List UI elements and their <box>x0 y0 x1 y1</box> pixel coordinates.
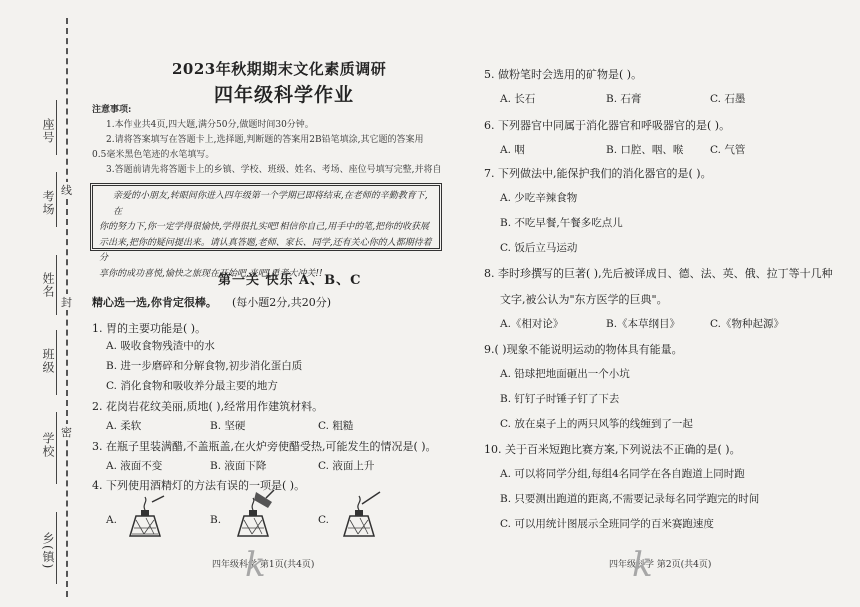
question-2-option-a: A. 柔软 <box>106 420 142 432</box>
question-6-stem: 6. 下列器官中同属于消化器官和呼吸器官的是( )。 <box>484 119 731 132</box>
exam-subtitle: 四年级科学作业 <box>214 84 355 106</box>
question-9-option-a: A. 铅球把地面砸出一个小坑 <box>500 368 630 380</box>
question-5-option-b: B. 石膏 <box>606 93 642 105</box>
question-1-option-c: C. 消化食物和吸收养分最主要的地方 <box>106 380 278 392</box>
question-10-option-c: C. 可以用统计图展示全班同学的百米赛跑速度 <box>500 518 714 530</box>
question-5-option-c: C. 石墨 <box>710 93 746 105</box>
question-7-option-c: C. 饭后立马运动 <box>500 242 578 254</box>
question-2-option-c: C. 粗糙 <box>318 420 354 432</box>
notes-line: 0.5毫米黑色笔迹的水笔填写。 <box>92 150 215 160</box>
question-3-option-a: A. 液面不变 <box>106 460 163 472</box>
question-3-option-b: B. 液面下降 <box>210 460 267 472</box>
watermark-right: k <box>632 545 653 585</box>
question-5-option-a: A. 长石 <box>500 93 536 105</box>
page-1-footer: 四年级科学 第1页(共4页) <box>212 560 315 570</box>
question-8-option-a: A.《相对论》 <box>500 318 564 330</box>
question-7-option-b: B. 不吃早餐,午餐多吃点儿 <box>500 217 623 229</box>
encouragement-line: 示出来,把你的疑问提出来。请认真答题,老师、家长、同学,还有关心你的人都期待着分 <box>99 237 432 263</box>
question-2-option-b: B. 坚硬 <box>210 420 246 432</box>
question-8-stem: 8. 李时珍撰写的巨著( ),先后被译成日、德、法、英、俄、拉丁等十几种 <box>484 267 833 280</box>
question-3-option-c: C. 液面上升 <box>318 460 375 472</box>
question-1-stem: 1. 胃的主要功能是( )。 <box>92 322 207 335</box>
alcohol-lamp-a-icon <box>122 494 168 538</box>
question-6-option-c: C. 气管 <box>710 144 746 156</box>
question-8-stem-continued: 文字,被公认为"东方医学的巨典"。 <box>500 293 668 306</box>
question-10-option-a: A. 可以将同学分组,每组4名同学在各自跑道上同时跑 <box>500 468 745 480</box>
notes-line: 3.答题前请先将答题卡上的乡镇、学校、班级、姓名、考场、座位号填写完整,并将自 <box>106 165 442 175</box>
question-4-option-c: C. <box>318 514 329 526</box>
exam-room-label: 考场 <box>41 190 55 216</box>
question-9-option-b: B. 钉钉子时锤子钉了下去 <box>500 393 620 405</box>
encouragement-line: 你的努力下,你一定学得很愉快,学得很扎实吧!相信你自己,用手中的笔,把你的收获展 <box>99 222 430 232</box>
question-6-option-b: B. 口腔、咽、喉 <box>606 144 684 156</box>
question-3-stem: 3. 在瓶子里装满醋,不盖瓶盖,在火炉旁使醋受热,可能发生的情况是( )。 <box>92 440 437 453</box>
township-label: 乡(镇) <box>41 532 55 570</box>
question-5-stem: 5. 做粉笔时会选用的矿物是( )。 <box>484 68 643 81</box>
section-instruction: 精心选一选,你肯定很棒。 <box>92 296 217 309</box>
encouragement-line: 享你的成功喜悦,愉快之旅现在开始吧,来吧!勇者大冲关!! <box>99 268 323 279</box>
encouragement-box <box>90 183 442 279</box>
question-7-option-a: A. 少吃辛辣食物 <box>500 192 578 204</box>
question-7-stem: 7. 下列做法中,能保护我们的消化器官的是( )。 <box>484 167 712 180</box>
watermark-left: k <box>245 545 266 585</box>
section-instruction-note: (每小题2分,共20分) <box>232 296 332 309</box>
question-1-option-b: B. 进一步磨碎和分解食物,初步消化蛋白质 <box>106 360 303 372</box>
question-4-stem: 4. 下列使用酒精灯的方法有误的一项是( )。 <box>92 479 306 492</box>
question-4-option-b: B. <box>210 514 222 526</box>
alcohol-lamp-b-icon <box>228 488 280 538</box>
question-10-option-b: B. 只要测出跑道的距离,不需要记录每名同学跑完的时间 <box>500 493 760 505</box>
question-8-option-b: B.《本草纲目》 <box>606 318 681 330</box>
question-1-option-a: A. 吸收食物残渣中的水 <box>106 340 215 352</box>
name-label: 姓名 <box>41 272 55 298</box>
notes-line: 1.本作业共4页,四大题,满分50分,做题时间30分钟。 <box>106 120 314 130</box>
alcohol-lamp-c-icon <box>336 490 388 538</box>
notes-heading: 注意事项: <box>92 105 132 115</box>
section-title: 第一关 快乐 A、B、C <box>218 273 362 288</box>
seal-line-mark: 线 <box>61 184 72 197</box>
question-10-stem: 10. 关于百米短跑比赛方案,下列说法不正确的是( )。 <box>484 443 741 456</box>
exam-title: 2023年秋期期末文化素质调研 <box>172 60 387 78</box>
page-2-footer: 四年级科学 第2页(共4页) <box>609 560 712 570</box>
encouragement-line: 亲爱的小朋友,转眼间你进入四年级第一个学期已即将结束,在老师的辛勤教育下,在 <box>113 191 428 217</box>
question-9-option-c: C. 放在桌子上的两只风筝的线缠到了一起 <box>500 418 693 430</box>
seal-seal-mark: 封 <box>61 296 72 309</box>
notes-line: 2.请将答案填写在答题卡上,选择题,判断题的答案用2B铅笔填涂,其它题的答案用 <box>106 135 424 145</box>
question-8-option-c: C.《物种起源》 <box>710 318 784 330</box>
question-6-option-a: A. 咽 <box>500 144 525 156</box>
seal-secret-mark: 密 <box>61 426 72 439</box>
class-label: 班级 <box>41 348 55 374</box>
seat-number-label: 座号 <box>41 118 55 144</box>
question-4-option-a: A. <box>106 514 117 526</box>
question-2-stem: 2. 花岗岩花纹美丽,质地( ),经常用作建筑材料。 <box>92 400 324 413</box>
school-label: 学校 <box>41 432 55 458</box>
question-9-stem: 9.( )现象不能说明运动的物体具有能量。 <box>484 343 683 356</box>
